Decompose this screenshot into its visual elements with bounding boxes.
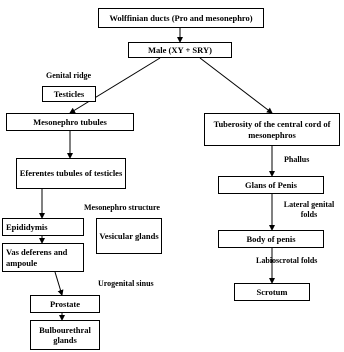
tuberosity-box: Tuberosity of the central cord of mesonephros: [204, 113, 340, 146]
vas-deferens-box: Vas deferens and ampoule: [2, 243, 84, 272]
male-box: Male (XY + SRY): [128, 42, 232, 58]
testicles-box: Testicles: [42, 86, 96, 102]
arrow-male-to-tuberosity: [200, 58, 272, 113]
scrotum-box: Scrotum: [234, 283, 310, 301]
glans-of-penis-box: Glans of Penis: [218, 176, 324, 194]
mesonephro-tubules-box: Mesonephro tubules: [6, 113, 134, 131]
eferentes-tubules-box: Eferentes tubules of testicles: [16, 158, 126, 189]
phallus-label: Phallus: [284, 155, 310, 164]
labioscrotal-folds-label: Labioscrotal folds: [256, 256, 318, 265]
arrow-vas-to-prostate: [55, 272, 62, 295]
mesonephro-structure-label: Mesonephro structure: [84, 203, 160, 212]
vesicular-glands-box: Vesicular glands: [96, 218, 162, 254]
genital-ridge-label: Genital ridge: [46, 71, 92, 80]
wolffian-ducts-box: Wolffinian ducts (Pro and mesonephro): [98, 8, 264, 28]
prostate-box: Prostate: [30, 295, 100, 313]
urogenital-sinus-label: Urogenital sinus: [98, 279, 154, 288]
bulbourethral-glands-box: Bulbourethral glands: [30, 320, 100, 350]
lateral-genital-folds-label: Lateral genital folds: [283, 200, 335, 219]
epididymis-box: Epididymis: [2, 218, 84, 236]
body-of-penis-box: Body of penis: [218, 230, 324, 248]
